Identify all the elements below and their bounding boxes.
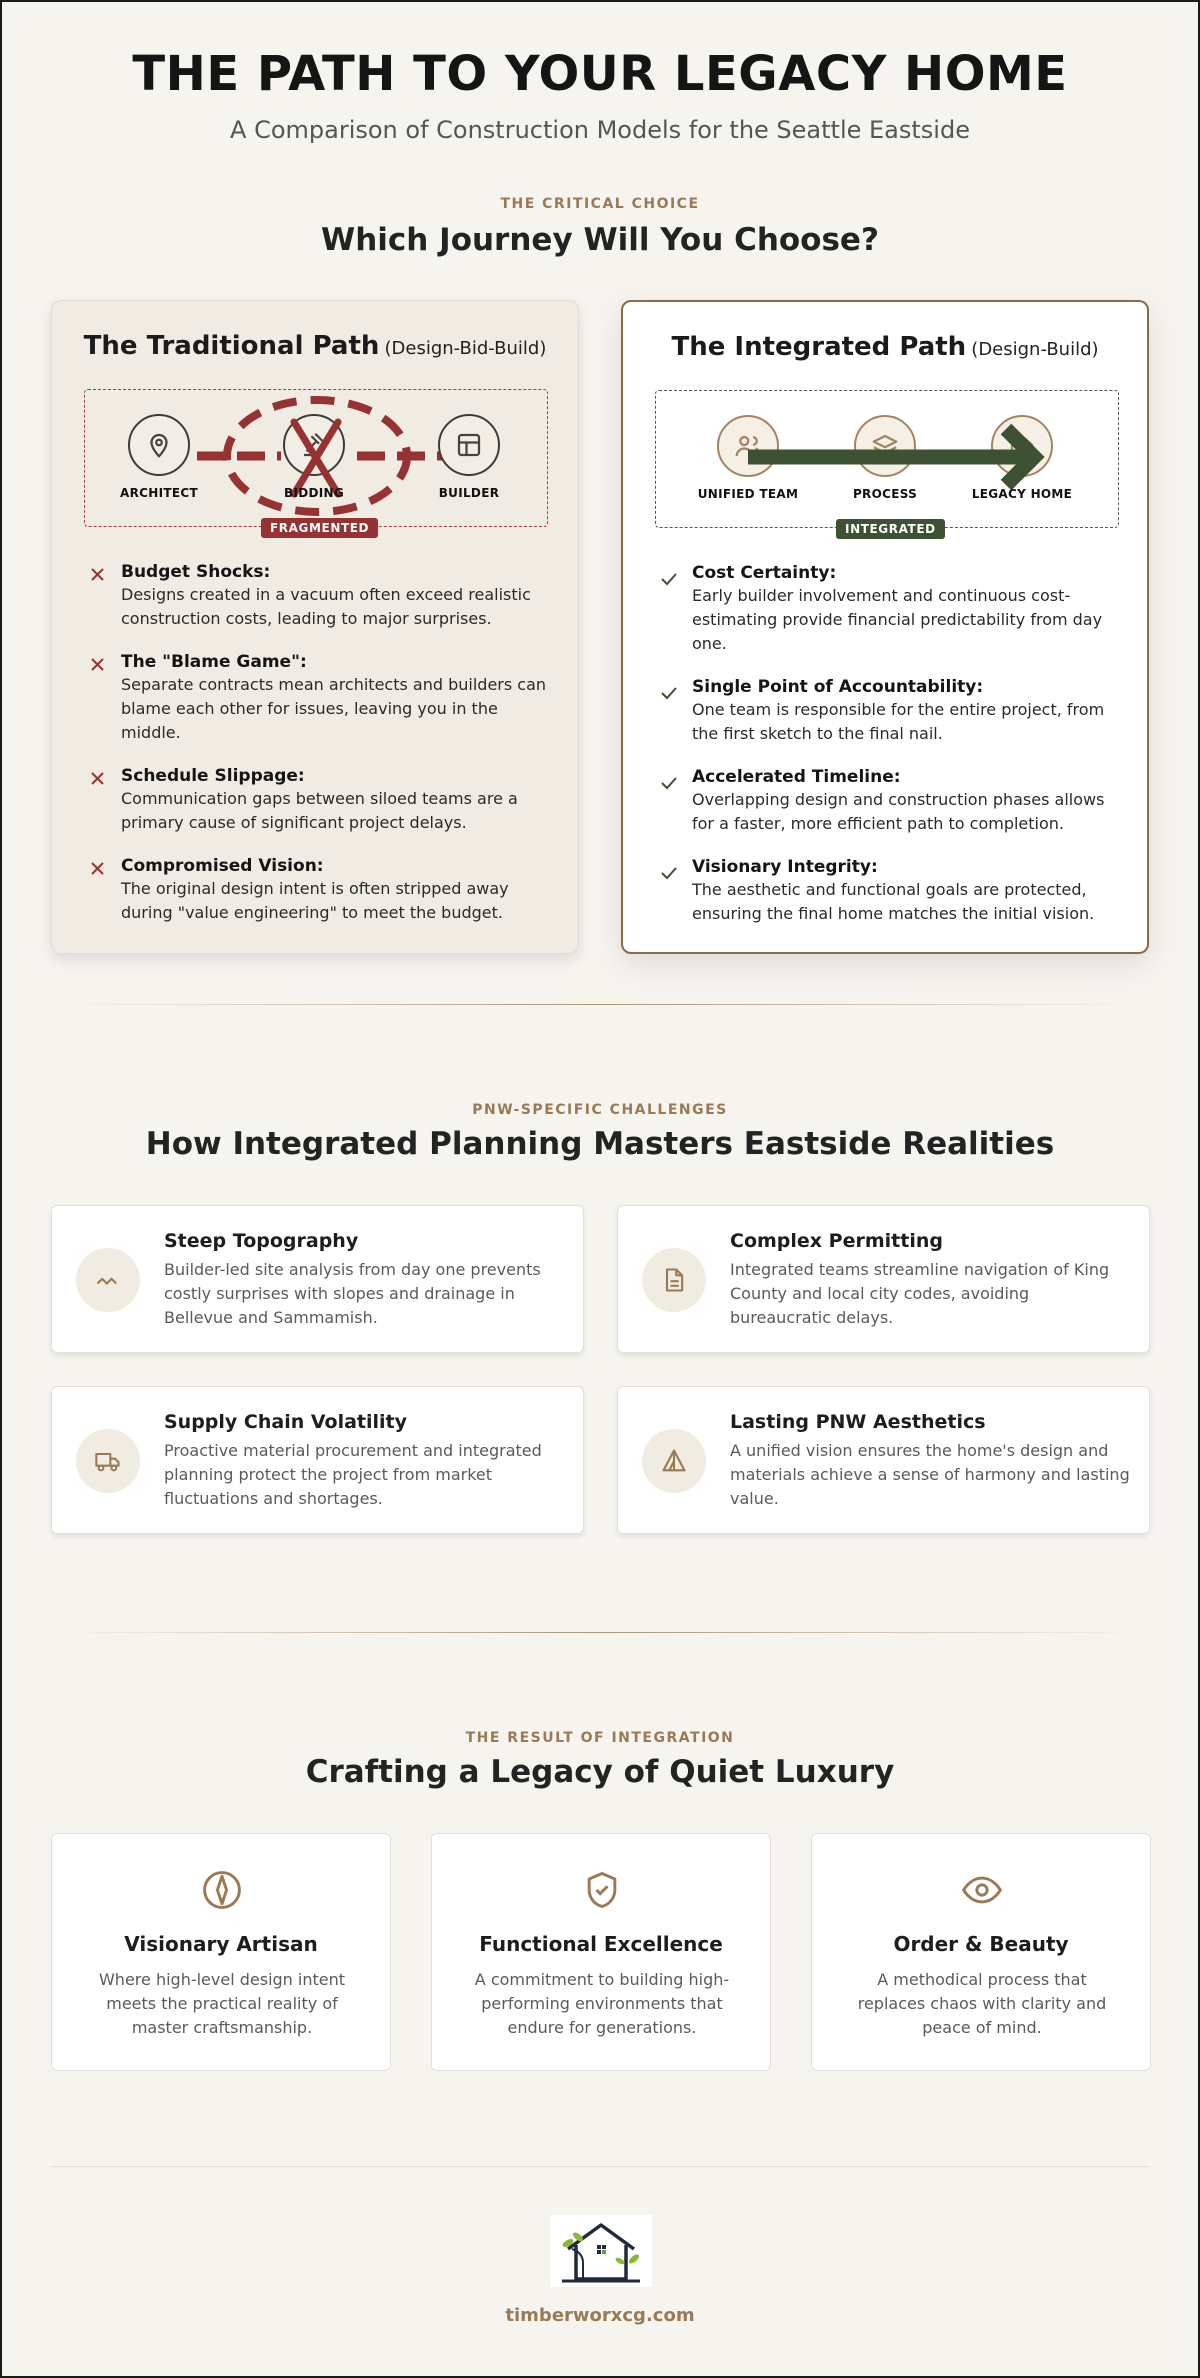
layout-icon [454, 430, 484, 460]
builder-node [438, 414, 500, 476]
bidding-label: BIDDING [284, 486, 344, 500]
check-mark-icon [658, 862, 680, 884]
traditional-flow-diagram [84, 389, 548, 535]
infographic-page [2, 2, 1198, 2376]
choice-title: Which Journey Will You Choose? [321, 222, 879, 258]
point-desc: Overlapping design and construction phases allows for a faster, more efficient path to completion. [692, 790, 1105, 833]
choice-eyebrow: THE CRITICAL CHOICE [500, 196, 700, 212]
point-single-accountability [658, 676, 1128, 746]
builder-label: BUILDER [438, 486, 500, 500]
x-mark-icon [87, 857, 109, 879]
integrated-arrow [656, 391, 1120, 529]
result-card-functional-excellence [431, 1833, 771, 2071]
traditional-points [87, 561, 557, 945]
integrated-subtitle: (Design-Build) [971, 339, 1099, 360]
challenge-desc: Builder-led site analysis from day one prevents costly surprises with slopes and drainage in Bellevue and Sammamish. [164, 1260, 541, 1327]
point-schedule-slippage [87, 765, 557, 835]
house-logo-icon [550, 2215, 652, 2287]
traditional-card-heading [52, 331, 578, 361]
footer-divider [51, 2166, 1149, 2167]
point-title: The "Blame Game": [121, 652, 307, 672]
integrated-points [658, 562, 1128, 946]
shield-check-icon [580, 1868, 624, 1912]
point-desc: Communication gaps between siloed teams are a primary cause of significant project delays. [121, 789, 518, 832]
check-mark-icon [658, 682, 680, 704]
company-logo [550, 2215, 652, 2287]
point-accelerated-timeline [658, 766, 1128, 836]
point-title: Cost Certainty: [692, 563, 837, 583]
point-visionary-integrity [658, 856, 1128, 926]
terrain-icon [94, 1266, 122, 1294]
point-title: Compromised Vision: [121, 856, 324, 876]
point-desc: Separate contracts mean architects and builders can blame each other for issues, leaving you in the middle. [121, 675, 547, 742]
point-desc: The original design intent is often stripped away during "value engineering" to meet the budget. [121, 879, 509, 922]
challenge-title: Complex Permitting [730, 1230, 943, 1252]
integrated-flow-diagram [655, 390, 1119, 536]
document-icon [660, 1266, 688, 1294]
architect-label: ARCHITECT [120, 486, 198, 500]
point-title: Schedule Slippage: [121, 766, 305, 786]
eye-icon [960, 1868, 1004, 1912]
result-desc: Where high-level design intent meets the practical reality of master craftsmanship. [98, 1970, 346, 2037]
challenges-title: How Integrated Planning Masters Eastside Realities [145, 1126, 1055, 1162]
integrated-card-heading [623, 332, 1147, 362]
result-title-text: Order & Beauty [893, 1932, 1069, 1956]
challenges-eyebrow: PNW-SPECIFIC CHALLENGES [472, 1102, 728, 1118]
x-mark-icon [87, 767, 109, 789]
challenge-card-aesthetics [617, 1386, 1150, 1534]
result-eyebrow: THE RESULT OF INTEGRATION [465, 1730, 735, 1746]
point-desc: One team is responsible for the entire project, from the first sketch to the final nail. [692, 700, 1105, 743]
integrated-badge: INTEGRATED [836, 519, 945, 539]
icon-circle [76, 1429, 140, 1493]
section-divider [62, 1632, 1138, 1633]
map-pin-icon [144, 430, 174, 460]
challenge-card-supply-chain [51, 1386, 584, 1534]
result-desc: A commitment to building high-performing environments that endure for generations. [474, 1970, 730, 2037]
tent-icon [660, 1447, 688, 1475]
traditional-title: The Traditional Path [83, 331, 380, 361]
integrated-title: The Integrated Path [671, 332, 967, 362]
section-divider [62, 1004, 1138, 1005]
point-desc: The aesthetic and functional goals are protected, ensuring the final home matches the initial vision. [692, 880, 1095, 923]
footer-website-link[interactable]: timberworxcg.com [505, 2305, 695, 2326]
x-mark-icon [87, 563, 109, 585]
check-mark-icon [658, 772, 680, 794]
challenge-desc: Proactive material procurement and integrated planning protect the project from market fluctuations and shortages. [164, 1441, 542, 1508]
point-title: Single Point of Accountability: [692, 677, 984, 697]
page-subtitle: A Comparison of Construction Models for the Seattle Eastside [230, 116, 970, 144]
icon-circle [76, 1248, 140, 1312]
unified-team-label: UNIFIED TEAM [697, 487, 799, 501]
legacy-home-label: LEGACY HOME [971, 487, 1073, 501]
result-card-order-beauty [811, 1833, 1151, 2071]
icon-circle [642, 1429, 706, 1493]
challenge-title: Steep Topography [164, 1230, 359, 1252]
traditional-subtitle: (Design-Bid-Build) [384, 338, 547, 359]
check-mark-icon [658, 568, 680, 590]
point-compromised-vision [87, 855, 557, 925]
point-title: Visionary Integrity: [692, 857, 878, 877]
page-title: THE PATH TO YOUR LEGACY HOME [132, 46, 1068, 102]
point-title: Accelerated Timeline: [692, 767, 901, 787]
traditional-path-card [51, 300, 579, 954]
challenge-title: Supply Chain Volatility [164, 1411, 408, 1433]
compass-icon [200, 1868, 244, 1912]
result-card-visionary-artisan [51, 1833, 391, 2071]
process-label: PROCESS [852, 487, 918, 501]
challenge-card-topography [51, 1205, 584, 1353]
challenge-card-permitting [617, 1205, 1150, 1353]
truck-icon [94, 1447, 122, 1475]
integrated-path-card [621, 300, 1149, 954]
fragmented-badge: FRAGMENTED [261, 518, 378, 538]
result-desc: A methodical process that replaces chaos with clarity and peace of mind. [857, 1970, 1107, 2037]
architect-node [128, 414, 190, 476]
point-desc: Designs created in a vacuum often exceed realistic construction costs, leading to major surprises. [121, 585, 531, 628]
point-title: Budget Shocks: [121, 562, 271, 582]
result-title-text: Functional Excellence [479, 1932, 723, 1956]
point-cost-certainty [658, 562, 1128, 656]
challenge-title: Lasting PNW Aesthetics [730, 1411, 986, 1433]
x-mark-icon [87, 653, 109, 675]
challenge-desc: Integrated teams streamline navigation of King County and local city codes, avoiding bureaucratic delays. [730, 1260, 1110, 1327]
result-title: Crafting a Legacy of Quiet Luxury [305, 1754, 895, 1790]
challenge-desc: A unified vision ensures the home's design and materials achieve a sense of harmony and lasting value. [730, 1441, 1130, 1508]
point-desc: Early builder involvement and continuous cost-estimating provide financial predictability from day one. [692, 586, 1103, 653]
point-budget-shocks [87, 561, 557, 631]
icon-circle [642, 1248, 706, 1312]
result-title-text: Visionary Artisan [124, 1932, 318, 1956]
point-blame-game [87, 651, 557, 745]
